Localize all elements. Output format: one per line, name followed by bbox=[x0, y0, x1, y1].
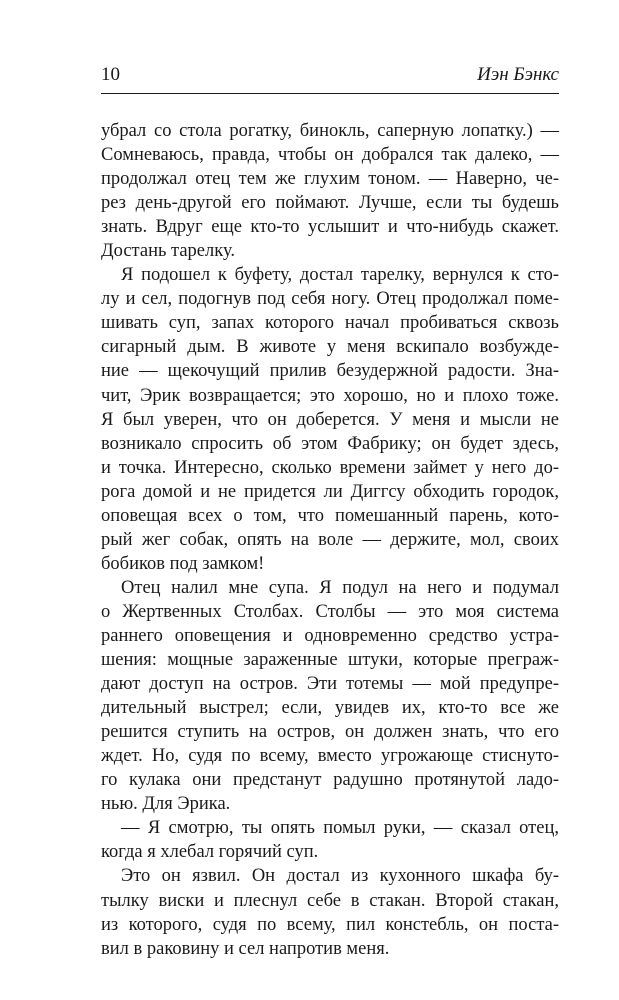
text-line: решится ступить на остров, он должен знать, что его bbox=[101, 722, 559, 743]
text-line: нью. Для Эрика. bbox=[101, 794, 231, 815]
text-line: Я был уверен, что он доберется. У меня и мысли не bbox=[101, 409, 559, 430]
text-line: сигарный дым. В животе у меня вскипало возбужде- bbox=[101, 337, 559, 358]
text-line: чит, Эрик возвращается; это хорошо, но и плохо тоже. bbox=[101, 385, 559, 406]
text-line: Сомневаюсь, правда, чтобы он добрался так далеко, — bbox=[101, 145, 559, 166]
body-text bbox=[101, 119, 559, 961]
text-line: Это он язвил. Он достал из кухонного шкафа бу- bbox=[121, 866, 559, 887]
text-line: вил в раковину и сел напротив меня. bbox=[101, 938, 390, 959]
text-line: шения: мощные зараженные штуки, которые преграж- bbox=[101, 650, 559, 671]
text-line: тылку виски и плеснул себе в стакан. Второй стакан, bbox=[101, 890, 559, 911]
text-line: Я подошел к буфету, достал тарелку, вернулся к сто- bbox=[121, 265, 559, 286]
text-line: оповещая всех о том, что помешанный парень, кото- bbox=[101, 505, 559, 526]
text-line: лу и сел, подогнув под себя ногу. Отец продолжал поме- bbox=[101, 289, 559, 310]
text-line: из которого, судя по всему, пил констебль, он поста- bbox=[101, 914, 559, 935]
text-line: когда я хлебал горячий суп. bbox=[101, 842, 319, 863]
text-line: и точка. Интересно, сколько времени займет у него до- bbox=[101, 457, 559, 478]
text-line: знать. Вдруг еще кто-то услышит и что-нибудь скажет. bbox=[101, 217, 559, 238]
running-header bbox=[101, 62, 559, 94]
text-line: ждет. Но, судя по всему, вместо угрожающе стиснуто- bbox=[101, 746, 559, 767]
text-line: бобиков под замком! bbox=[101, 553, 265, 574]
text-line: шивать суп, запах которого начал пробиваться сквозь bbox=[101, 313, 559, 334]
text-line: продолжал отец тем же глухим тоном. — Наверно, че- bbox=[101, 169, 559, 190]
text-line: го кулака они предстанут радушно протянутой ладо- bbox=[101, 770, 559, 791]
text-line: дают доступ на остров. Эти тотемы — мой предупре- bbox=[101, 674, 559, 695]
text-line: рога домой и не придется ли Диггсу обходить городок, bbox=[101, 481, 559, 502]
book-page bbox=[101, 62, 559, 961]
text-line: — Я смотрю, ты опять помыл руки, — сказал отец, bbox=[121, 818, 559, 839]
text-line: дительный выстрел; если, увидев их, кто-то все же bbox=[101, 698, 559, 719]
text-line: убрал со стола рогатку, бинокль, саперную лопатку.) — bbox=[101, 121, 559, 141]
text-line: ние — щекочущий прилив безудержной радости. Зна- bbox=[101, 361, 559, 382]
text-line: рез день-другой его поймают. Лучше, если ты будешь bbox=[101, 193, 559, 214]
page-number: 10 bbox=[101, 64, 120, 85]
text-line: рый жег собак, опять на воле — держите, мол, своих bbox=[101, 529, 559, 550]
text-line: о Жертвенных Столбах. Столбы — это моя система bbox=[101, 601, 559, 622]
text-line: Отец налил мне супа. Я подул на него и подумал bbox=[121, 577, 559, 598]
running-author: Иэн Бэнкс bbox=[477, 64, 559, 85]
text-line: возникало спросить об этом Фабрику; он будет здесь, bbox=[101, 433, 559, 454]
text-line: раннего оповещения и одновременно средство устра- bbox=[101, 625, 559, 646]
text-line: Достань тарелку. bbox=[101, 241, 235, 262]
